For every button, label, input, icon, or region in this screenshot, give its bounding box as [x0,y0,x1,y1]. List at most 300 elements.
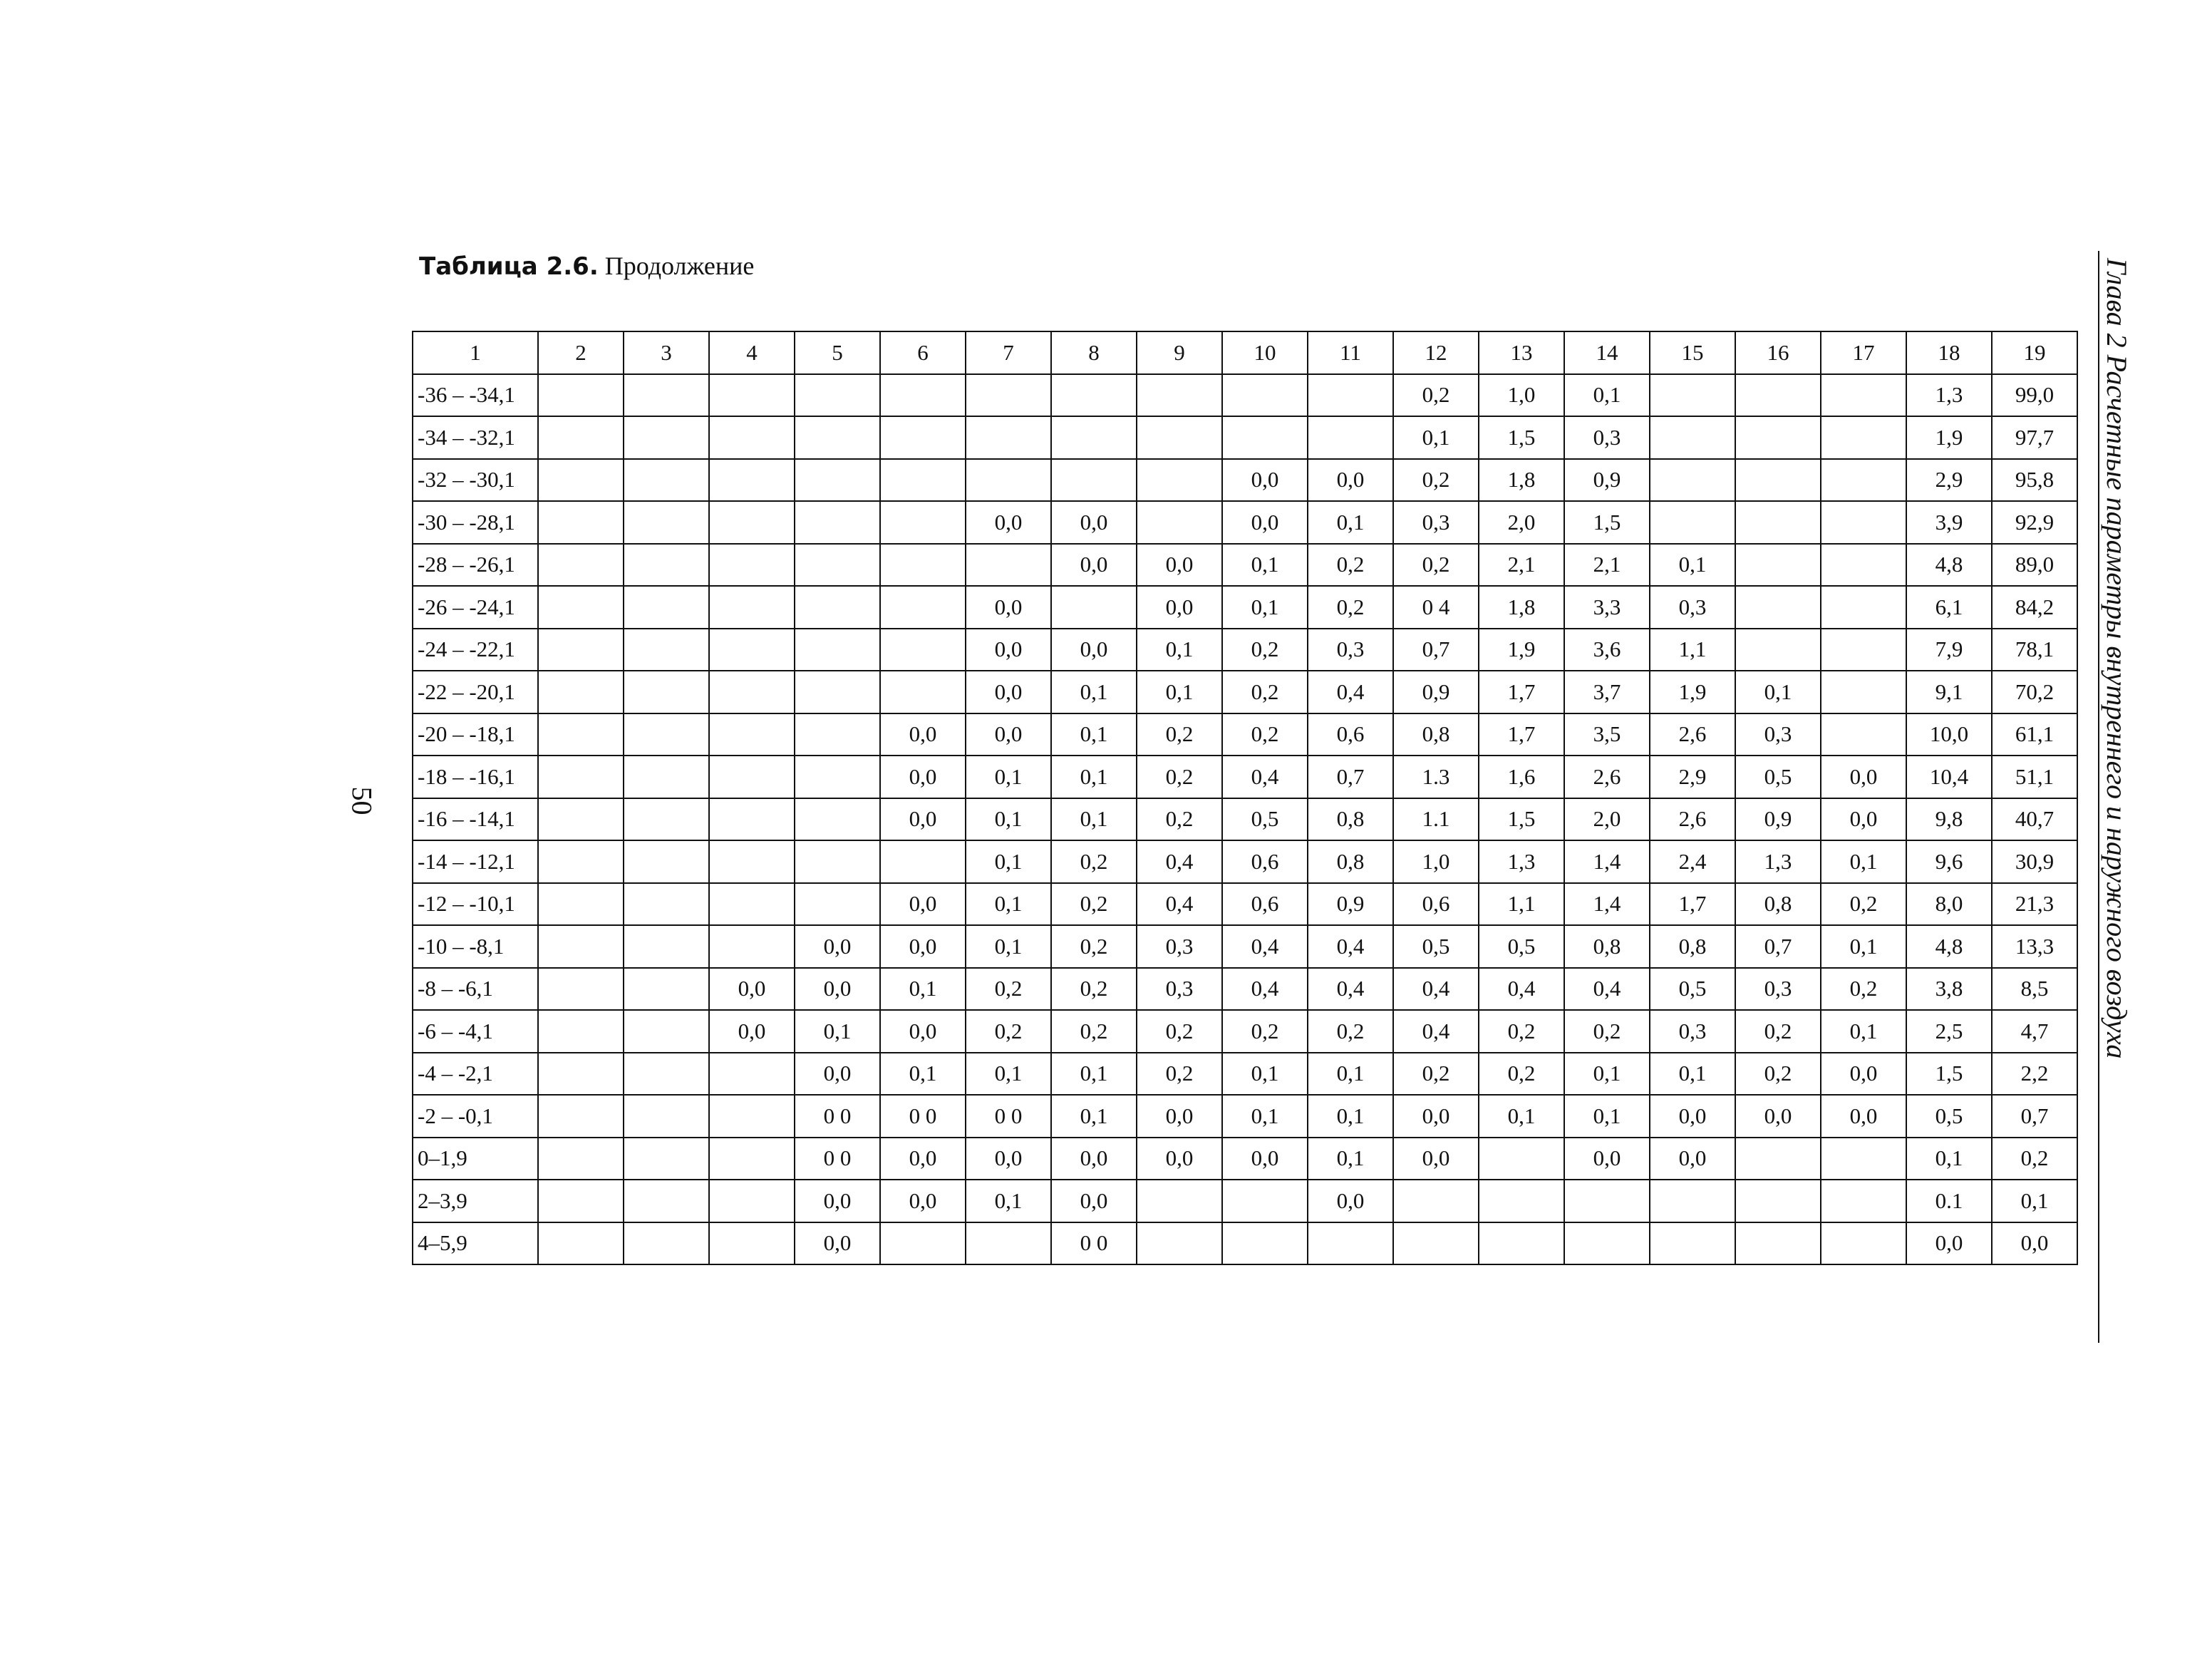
table-cell [1051,459,1137,502]
table-cell: 0,1 [1650,1053,1735,1096]
table-cell [1650,459,1735,502]
row-label: -36 – -34,1 [413,374,538,417]
table-cell [709,883,795,926]
table-cell: 2,9 [1906,459,1992,502]
table-cell [709,713,795,756]
table-cell [624,1138,709,1180]
table-cell: 0,9 [1564,459,1650,502]
column-header: 5 [795,331,880,374]
table-cell: 0,0 [966,629,1051,671]
table-cell: 89,0 [1992,544,2077,587]
table-cell [709,840,795,883]
table-cell: 70,2 [1992,671,2077,713]
table-cell: 0,2 [1137,713,1222,756]
table-cell: 1,4 [1564,883,1650,926]
row-label: -8 – -6,1 [413,968,538,1011]
table-cell: 0,0 [795,968,880,1011]
table-cell: 1,3 [1906,374,1992,417]
table-cell [538,883,624,926]
table-cell [880,1222,966,1265]
table-cell: 0,0 [1393,1095,1479,1138]
table-cell: 0 4 [1393,586,1479,629]
table-cell: 0,8 [1650,925,1735,968]
column-header: 8 [1051,331,1137,374]
table-cell: 3,7 [1564,671,1650,713]
table-cell: 84,2 [1992,586,2077,629]
table-cell [1735,374,1821,417]
table-cell: 0,1 [1051,671,1137,713]
table-cell [795,671,880,713]
table-cell: 1,9 [1650,671,1735,713]
table-row [413,925,2077,968]
column-header: 9 [1137,331,1222,374]
table-cell [538,671,624,713]
table-cell [624,756,709,798]
table-cell: 2,1 [1479,544,1564,587]
data-table [412,331,2078,1265]
table-cell [538,756,624,798]
table-cell [795,374,880,417]
table-cell [709,1053,795,1096]
table-row [413,459,2077,502]
table-cell [624,671,709,713]
table-cell [1821,501,1906,544]
table-cell: 0,3 [1735,968,1821,1011]
table-cell: 0,3 [1650,1010,1735,1053]
table-cell: 0,0 [880,713,966,756]
table-cell: 0,1 [1821,840,1906,883]
row-label: -4 – -2,1 [413,1053,538,1096]
table-cell [538,501,624,544]
table-cell: 0,6 [1222,883,1308,926]
table-cell [795,840,880,883]
table-cell [1735,1138,1821,1180]
table-cell: 0,0 [1137,544,1222,587]
table-cell [966,1222,1051,1265]
table-cell [538,1138,624,1180]
table-cell [624,501,709,544]
table-cell: 0,8 [1393,713,1479,756]
table-cell: 97,7 [1992,416,2077,459]
table-cell: 0,2 [1992,1138,2077,1180]
table-cell: 0,1 [1821,1010,1906,1053]
table-cell [1479,1222,1564,1265]
table-cell: 0,0 [966,713,1051,756]
table-cell [1650,374,1735,417]
table-cell: 0,4 [1308,968,1393,1011]
table-cell: 0,1 [1222,586,1308,629]
table-cell: 0,1 [795,1010,880,1053]
table-cell: 0,3 [1650,586,1735,629]
table-row [413,840,2077,883]
table-cell: 51,1 [1992,756,2077,798]
table-cell [1650,501,1735,544]
table-cell: 7,9 [1906,629,1992,671]
table-cell: 0,1 [966,1053,1051,1096]
table-cell: 0,2 [1479,1053,1564,1096]
table-cell [624,1053,709,1096]
table-cell: 1,0 [1393,840,1479,883]
table-cell: 3,8 [1906,968,1992,1011]
table-cell: 0,3 [1137,968,1222,1011]
table-cell: 1,6 [1479,756,1564,798]
table-cell [880,459,966,502]
table-cell [624,1095,709,1138]
table-cell [624,840,709,883]
column-header: 6 [880,331,966,374]
table-cell: 0,1 [966,756,1051,798]
table-cell [709,756,795,798]
table-cell: 0,3 [1735,713,1821,756]
table-cell: 0,5 [1222,798,1308,841]
table-caption-label: Таблица 2.6. [419,252,599,281]
table-cell: 0,0 [1051,501,1137,544]
table-cell [880,586,966,629]
table-cell [624,1180,709,1222]
table-cell: 0,1 [1308,1095,1393,1138]
table-cell [795,544,880,587]
table-cell [1393,1222,1479,1265]
table-cell: 0,2 [1051,840,1137,883]
table-cell [795,798,880,841]
table-cell [709,544,795,587]
table-cell: 3,5 [1564,713,1650,756]
table-cell: 8,0 [1906,883,1992,926]
table-cell [1821,713,1906,756]
table-cell: 0,1 [1137,671,1222,713]
table-cell [624,374,709,417]
table-cell: 0,2 [1222,713,1308,756]
table-cell: 99,0 [1992,374,2077,417]
table-cell: 0,9 [1308,883,1393,926]
table-cell [538,544,624,587]
table-cell: 0,1 [1222,544,1308,587]
table-cell [1821,544,1906,587]
column-header: 19 [1992,331,2077,374]
table-cell: 0,9 [1735,798,1821,841]
table-cell: 0,0 [1650,1095,1735,1138]
table-cell [880,374,966,417]
table-cell [1479,1180,1564,1222]
table-cell: 0,2 [966,1010,1051,1053]
table-cell [624,925,709,968]
table-cell: 0,1 [1308,1138,1393,1180]
table-cell: 0,0 [1308,1180,1393,1222]
table-cell [1137,374,1222,417]
table-cell: 0,3 [1308,629,1393,671]
table-cell: 1,5 [1564,501,1650,544]
table-cell: 0,1 [1308,1053,1393,1096]
table-cell: 0,0 [1393,1138,1479,1180]
table-cell [709,586,795,629]
row-label: -12 – -10,1 [413,883,538,926]
table-cell: 0,9 [1393,671,1479,713]
table-cell: 0,2 [1308,544,1393,587]
table-cell: 78,1 [1992,629,2077,671]
table-cell: 1,7 [1479,713,1564,756]
table-row [413,756,2077,798]
table-cell: 0,1 [1393,416,1479,459]
table-cell [538,1180,624,1222]
table-cell: 0,2 [1479,1010,1564,1053]
table-cell: 0,0 [1137,1138,1222,1180]
table-cell: 0,2 [1735,1010,1821,1053]
table-row [413,1138,2077,1180]
table-cell: 0,2 [1308,1010,1393,1053]
row-label: -14 – -12,1 [413,840,538,883]
table-cell: 0,2 [1222,1010,1308,1053]
table-cell: 0,0 [1906,1222,1992,1265]
table-row [413,1180,2077,1222]
table-cell [966,544,1051,587]
table-cell: 0,2 [1222,671,1308,713]
table-cell: 61,1 [1992,713,2077,756]
table-cell [538,374,624,417]
table-cell [966,416,1051,459]
table-cell: 0,1 [880,1053,966,1096]
table-cell [1735,1180,1821,1222]
table-cell [1821,1180,1906,1222]
table-cell: 9,1 [1906,671,1992,713]
table-cell: 0,2 [1137,798,1222,841]
table-cell: 0,0 [1222,501,1308,544]
table-cell: 0,4 [1137,840,1222,883]
table-row [413,629,2077,671]
table-cell [624,544,709,587]
table-cell [538,1095,624,1138]
table-cell: 0,0 [1821,1095,1906,1138]
table-cell [1222,1222,1308,1265]
table-cell: 0,2 [1051,925,1137,968]
column-header: 16 [1735,331,1821,374]
table-cell: 0,0 [1051,629,1137,671]
table-row [413,501,2077,544]
table-cell [1308,374,1393,417]
table-cell: 0,0 [966,671,1051,713]
table-cell: 0,1 [1992,1180,2077,1222]
table-cell [795,883,880,926]
table-cell: 10,0 [1906,713,1992,756]
page-number: 50 [346,786,378,815]
table-cell: 0,6 [1308,713,1393,756]
table-cell: 0,2 [1051,968,1137,1011]
table-cell [1137,501,1222,544]
table-row [413,1010,2077,1053]
row-label: 0–1,9 [413,1138,538,1180]
table-cell: 0,4 [1393,1010,1479,1053]
table-cell [1735,459,1821,502]
table-cell: 0,1 [966,925,1051,968]
table-cell: 2,9 [1650,756,1735,798]
table-cell: 0,5 [1906,1095,1992,1138]
table-cell: 0,4 [1222,756,1308,798]
table-cell: 1,1 [1479,883,1564,926]
table-cell: 1,9 [1906,416,1992,459]
table-cell: 2,0 [1479,501,1564,544]
table-cell: 0,1 [966,883,1051,926]
table-cell: 0,2 [1821,968,1906,1011]
table-cell: 0,1 [1051,756,1137,798]
table-cell: 0,1 [1051,713,1137,756]
table-cell [1308,1222,1393,1265]
table-cell [966,459,1051,502]
table-cell: 0 0 [795,1095,880,1138]
table-cell: 0,6 [1393,883,1479,926]
table-cell [624,968,709,1011]
table-cell: 0,4 [1137,883,1222,926]
row-label: -22 – -20,1 [413,671,538,713]
table-cell [966,374,1051,417]
table-cell: 0,0 [709,968,795,1011]
table-cell: 0 0 [966,1095,1051,1138]
column-header: 2 [538,331,624,374]
table-cell: 3,3 [1564,586,1650,629]
table-cell: 9,6 [1906,840,1992,883]
table-cell: 0,1 [1564,1053,1650,1096]
column-header: 15 [1650,331,1735,374]
table-cell: 0,1 [880,968,966,1011]
table-cell: 0,0 [1735,1095,1821,1138]
table-cell [795,459,880,502]
table-row [413,544,2077,587]
table-cell: 0,1 [1222,1095,1308,1138]
table-cell [880,501,966,544]
table-cell [538,840,624,883]
table-cell: 0,0 [966,586,1051,629]
table-cell [709,671,795,713]
row-label: -26 – -24,1 [413,586,538,629]
table-cell: 0,0 [1137,586,1222,629]
table-row [413,416,2077,459]
table-cell [624,883,709,926]
table-cell [624,1222,709,1265]
row-label: -32 – -30,1 [413,459,538,502]
table-cell: 0,8 [1308,798,1393,841]
table-cell [538,416,624,459]
table-cell: 0,0 [795,1180,880,1222]
table-cell: 0,1 [1051,1053,1137,1096]
column-header: 1 [413,331,538,374]
table-cell: 2,2 [1992,1053,2077,1096]
table-cell [709,925,795,968]
table-cell [1564,1222,1650,1265]
table-cell [1735,416,1821,459]
table-cell [880,629,966,671]
table-cell: 0,3 [1393,501,1479,544]
row-label: 2–3,9 [413,1180,538,1222]
table-cell [709,1095,795,1138]
row-label: -16 – -14,1 [413,798,538,841]
table-cell [1051,586,1137,629]
table-cell: 4,8 [1906,544,1992,587]
table-cell [709,416,795,459]
table-cell [1821,671,1906,713]
table-cell: 0,0 [1051,1180,1137,1222]
row-label: -20 – -18,1 [413,713,538,756]
table-cell: 0,2 [1393,1053,1479,1096]
row-label: -2 – -0,1 [413,1095,538,1138]
table-cell: 0,0 [880,883,966,926]
table-row [413,713,2077,756]
table-cell: 0,2 [1393,374,1479,417]
table-cell: 0,4 [1308,671,1393,713]
table-cell: 0,0 [966,1138,1051,1180]
table-cell: 0,2 [1137,756,1222,798]
table-cell: 95,8 [1992,459,2077,502]
table-cell: 0,2 [1137,1010,1222,1053]
table-cell [709,374,795,417]
table-cell: 0,1 [1479,1095,1564,1138]
table-cell: 0,7 [1308,756,1393,798]
table-cell: 0,0 [1051,544,1137,587]
table-cell [1137,416,1222,459]
table-cell: 92,9 [1992,501,2077,544]
table-cell [624,798,709,841]
column-header: 12 [1393,331,1479,374]
table-cell: 0,4 [1222,968,1308,1011]
table-cell: 1,4 [1564,840,1650,883]
table-cell [1308,416,1393,459]
table-cell [1821,374,1906,417]
table-cell: 1,9 [1479,629,1564,671]
table-cell: 0,0 [880,925,966,968]
table-cell: 0,1 [966,840,1051,883]
table-cell: 0,5 [1479,925,1564,968]
table-cell: 0,0 [795,1222,880,1265]
table-cell [709,459,795,502]
table-cell: 13,3 [1992,925,2077,968]
table-cell: 0,0 [795,925,880,968]
table-cell: 0,1 [966,1180,1051,1222]
table-cell [1650,1222,1735,1265]
table-cell [1735,501,1821,544]
table-cell [1735,544,1821,587]
table-cell: 0,0 [1821,1053,1906,1096]
column-header: 14 [1564,331,1650,374]
row-label: -30 – -28,1 [413,501,538,544]
table-cell [795,586,880,629]
table-cell: 2,5 [1906,1010,1992,1053]
row-label: -6 – -4,1 [413,1010,538,1053]
table-cell: 0,4 [1308,925,1393,968]
table-cell [538,925,624,968]
table-row [413,586,2077,629]
table-cell: 0,2 [1821,883,1906,926]
table-cell: 0,0 [1650,1138,1735,1180]
table-cell [709,1180,795,1222]
table-cell [795,501,880,544]
table-cell [1137,1180,1222,1222]
table-cell: 0,1 [1051,1095,1137,1138]
table-cell: 1,5 [1479,416,1564,459]
table-cell: 0,1 [1650,544,1735,587]
table-cell: 0,1 [1051,798,1137,841]
table-cell: 0,0 [880,1138,966,1180]
table-cell: 0,1 [1564,1095,1650,1138]
table-cell: 1,3 [1479,840,1564,883]
table-cell: 2,6 [1650,798,1735,841]
table-cell [538,968,624,1011]
table-caption-text: Продолжение [604,252,755,280]
table-cell: 1,8 [1479,586,1564,629]
table-cell: 40,7 [1992,798,2077,841]
table-cell [1137,459,1222,502]
table-cell [795,756,880,798]
table-cell: 3,6 [1564,629,1650,671]
table-cell: 2,4 [1650,840,1735,883]
table-cell: 1,1 [1650,629,1735,671]
table-cell [538,1222,624,1265]
